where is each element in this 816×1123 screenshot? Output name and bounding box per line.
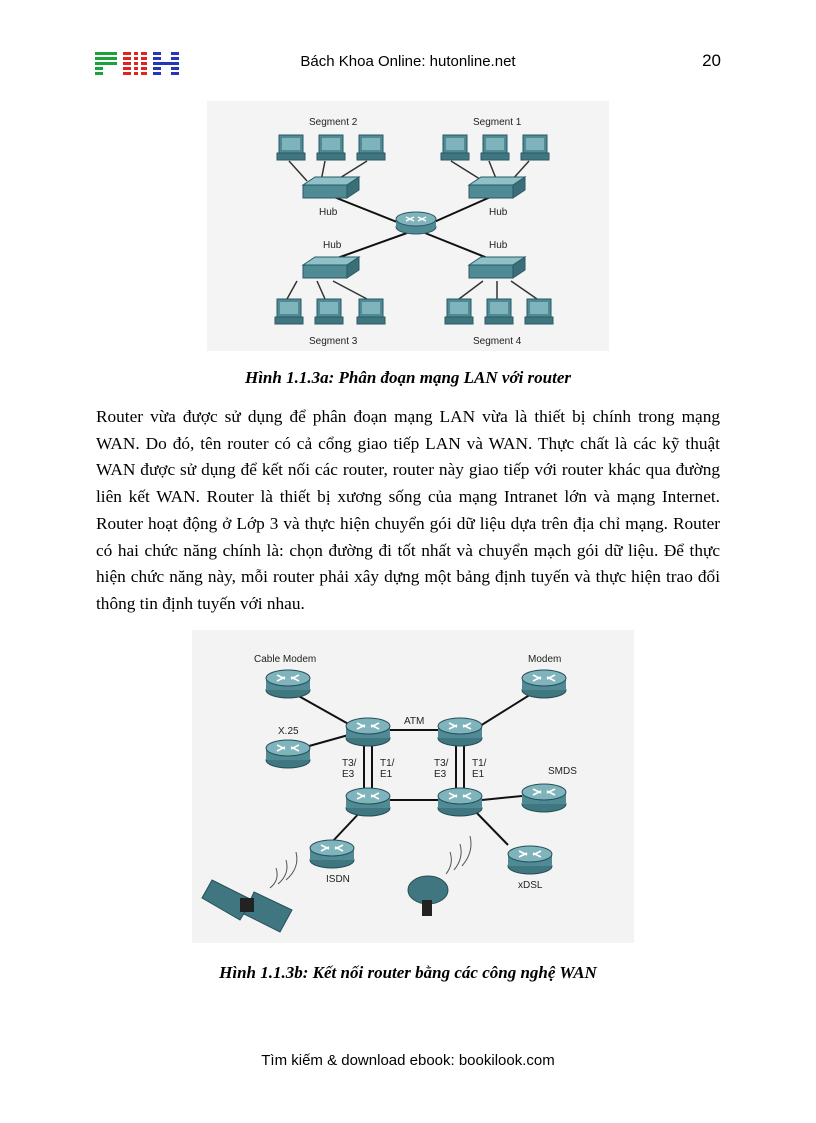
t3-label: T3/ (434, 758, 449, 769)
body-paragraph: Router vừa được sử dụng để phân đoạn mạng LAN vừa là thiết bị chính trong mạng WAN. Do đó, tên router có cả cổng giao tiếp LAN và WAN. Thực chất là các kỹ thuật WAN được sử dụng để kết nối các router, router này giao tiếp với router khác qua đường liên kết WAN. Router là thiết bị xương sống của mạng Intranet lớn và mạng Internet. Router hoạt động ở Lớp 3 và thực hiện chuyển gói dữ liệu dựa trên địa chỉ mạng. Router có hai chức năng chính là: chọn đường đi tốt nhất và chuyển mạch gói dữ liệu. Để thực hiện chức năng này, mỗi router phải xây dựng một bảng định tuyến và thực hiện trao đổi thông tin định tuyến với nhau. (96, 407, 720, 613)
e3-label: E3 (434, 769, 447, 780)
hub-label: Hub (489, 240, 508, 251)
figure-a-caption: Hình 1.1.3a: Phân đoạn mạng LAN với router (244, 368, 572, 387)
e1-label: E1 (380, 769, 393, 780)
figure-b-caption: Hình 1.1.3b: Kết nối router bằng các công nghệ WAN (219, 963, 597, 982)
segment-2-label: Segment 2 (309, 117, 358, 128)
figure-wan-routers (192, 630, 634, 943)
isdn-label: ISDN (326, 874, 350, 885)
segment-3-label: Segment 3 (309, 336, 358, 347)
router-icon (396, 212, 436, 234)
figure-lan-segmentation (207, 101, 609, 351)
e3-label: E3 (342, 769, 355, 780)
t3-label: T3/ (342, 758, 357, 769)
smds-label: SMDS (548, 766, 577, 777)
site-title: Bách Khoa Online: hutonline.net (300, 53, 516, 70)
page-header (95, 48, 721, 78)
t1-label: T1/ (380, 758, 395, 769)
page-footer: Tìm kiếm & download ebook: bookilook.com (261, 1052, 555, 1069)
page-number: 20 (702, 51, 721, 70)
hub-label: Hub (319, 207, 338, 218)
x25-label: X.25 (278, 726, 299, 737)
t1-label: T1/ (472, 758, 487, 769)
hub-label: Hub (323, 240, 342, 251)
segment-1-label: Segment 1 (473, 117, 522, 128)
xdsl-label: xDSL (518, 880, 543, 891)
hub-label: Hub (489, 207, 508, 218)
cable-modem-label: Cable Modem (254, 654, 317, 665)
segment-4-label: Segment 4 (473, 336, 522, 347)
e1-label: E1 (472, 769, 485, 780)
atm-label: ATM (404, 716, 425, 727)
modem-label: Modem (528, 654, 562, 665)
